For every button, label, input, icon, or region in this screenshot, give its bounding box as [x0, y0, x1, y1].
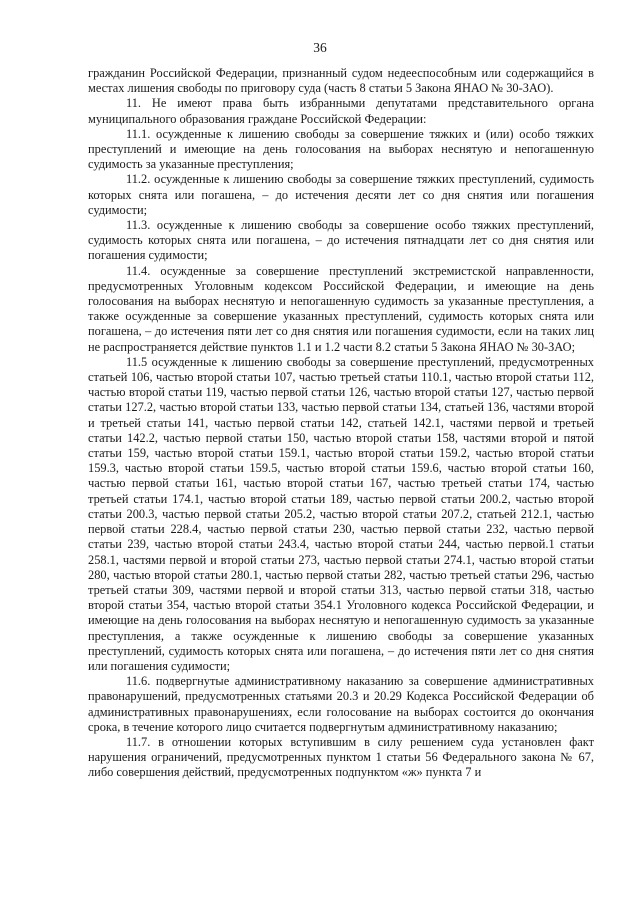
page-number: 36	[313, 40, 327, 55]
paragraph-item-11-5: 11.5 осужденные к лишению свободы за совершение преступлений, предусмотренных статьей 106, частью второй статьи 107, частью третьей статьи 110.1, частью второй статьи 112, частью второй статьи 119, частью первой статьи 126, частью второй статьи 127, частью первой статьи 127.2, частью второй статьи 133, частью первой статьи 134, статьей 136, частями второй и третьей статьи 141, частью первой статьи 142, статьей 142.1, частями первой и третьей статьи 142.2, частью первой статьи 150, частью второй статьи 158, частями второй и пятой статьи 159, частью второй статьи 159.1, частью второй статьи 159.2, частью второй статьи 159.3, частью второй статьи 159.5, частью второй статьи 159.6, частью второй статьи 160, частью первой статьи 161, частью второй статьи 167, частью третьей статьи 174, частью третьей статьи 174.1, частью второй статьи 189, частью первой статьи 200.2, частью второй статьи 200.3, частью первой статьи 205.2, частью второй статьи 207.2, статьей 212.1, частью первой статьи 228.4, частью первой статьи 230, частью первой статьи 232, частью первой статьи 239, частью второй статьи 243.4, частью второй статьи 244, частью первой.1 статьи 258.1, частями первой и второй статьи 273, частью первой статьи 274.1, частью второй статьи 280, частью второй статьи 280.1, частью первой статьи 282, частью третьей статьи 296, частью третьей статьи 309, частями первой и второй статьи 313, частью первой статьи 318, частью второй статьи 354, частью второй статьи 354.1 Уголовного кодекса Российской Федерации, и имеющие на день голосования на выборах неснятую и непогашенную судимость за указанные преступления, а также осужденные к лишению свободы за совершение указанных преступлений, судимость которых снята или погашена, – до истечения пяти лет со дня снятия или погашения судимости;	[88, 354, 594, 673]
paragraph-item-11-1: 11.1. осужденные к лишению свободы за совершение тяжких и (или) особо тяжких преступлений и имеющие на день голосования на выборах неснятую и непогашенную судимость за указанные преступления;	[88, 126, 594, 172]
paragraph-item-11: 11. Не имеют права быть избранными депутатами представительного органа муниципального образования граждане Российской Федерации:	[88, 96, 594, 126]
paragraph-item-11-2: 11.2. осужденные к лишению свободы за совершение тяжких преступлений, судимость которых снята или погашена, – до истечения десяти лет со дня снятия или погашения судимости;	[88, 172, 594, 217]
document-body	[88, 66, 594, 781]
paragraph-item-11-4: 11.4. осужденные за совершение преступлений экстремистской направленности, предусмотренных Уголовным кодексом Российской Федерации, и имеющие на день голосования на выборах неснятую и непогашенную судимость за указанные преступления, а также осужденные за совершение указанных преступлений, судимость которых снята или погашена, – до истечения пяти лет со дня снятия или погашения судимости, если на таких лиц не распространяется действие пунктов 1.1 и 1.2 части 8.2 статьи 5 Закона ЯНАО № 30-ЗАО;	[88, 263, 594, 354]
paragraph-continuation: гражданин Российской Федерации, признанный судом недееспособным или содержащийся в местах лишения свободы по приговору суда (часть 8 статьи 5 Закона ЯНАО № 30-ЗАО).	[88, 66, 594, 96]
paragraph-item-11-7: 11.7. в отношении которых вступившим в силу решением суда установлен факт нарушения ограничений, предусмотренных пунктом 1 статьи 56 Федерального закона № 67, либо совершения действий, предусмотренных подпунктом «ж» пункта 7 и	[88, 734, 594, 780]
paragraph-item-11-3: 11.3. осужденные к лишению свободы за совершение особо тяжких преступлений, судимость которых снята или погашена, – до истечения пятнадцати лет со дня снятия или погашения судимости;	[88, 218, 594, 263]
paragraph-item-11-6: 11.6. подвергнутые административному наказанию за совершение административных правонарушений, предусмотренных статьями 20.3 и 20.29 Кодекса Российской Федерации об административных правонарушениях, если голосование на выборах состоится до окончания срока, в течение которого лицо считается подвергнутым административному наказанию;	[88, 674, 594, 734]
